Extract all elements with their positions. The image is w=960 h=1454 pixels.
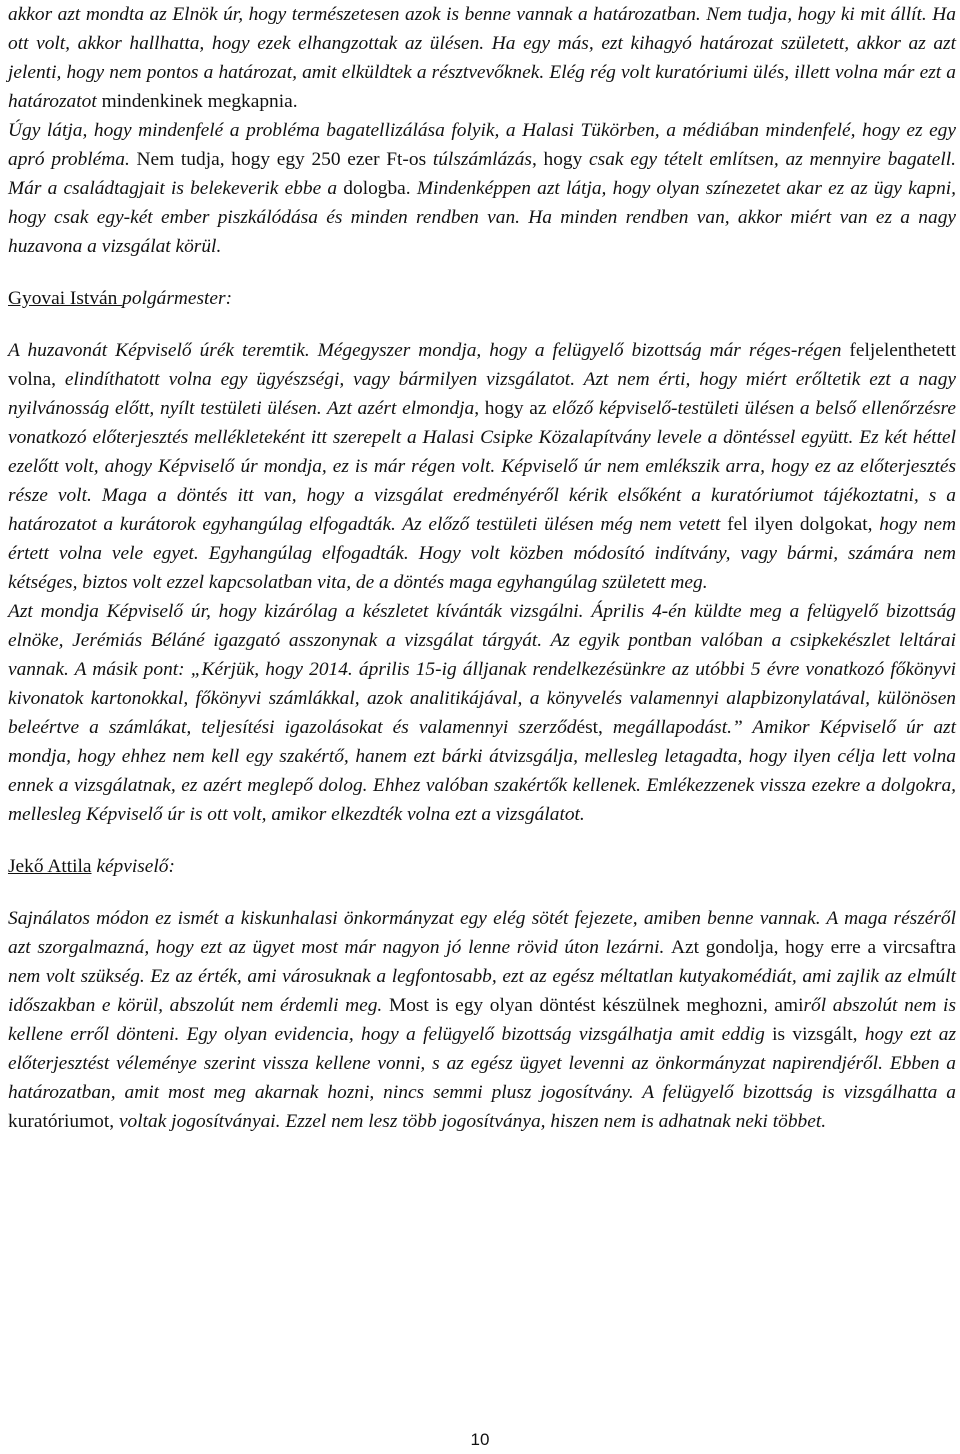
text-run: hogy nem értett volna vele egyet. Egyhangúlag elfogadták. Hogy volt közben módosító indítvány, vagy bármi, számára nem kétséges, biztos volt ezzel kapcsolatban vita, de a döntés maga egyhangúlag született meg. — [8, 514, 956, 593]
text-run: , hogy az — [474, 398, 553, 419]
text-run: is vizsgált, — [772, 1024, 865, 1045]
text-run: Úgy látja, hogy mindenfelé a probléma bagatellizálása folyik, a Halasi Tükörben, a médiában mindenfelé, hogy ez egy apró probléma. — [8, 120, 956, 170]
text-run: Azt gondolja, hogy erre a vircsaftra — [671, 937, 956, 958]
text-run: Azt mondja Képviselő úr, hogy kizárólag a készletet kívánták vizsgálni. Április 4-én küldte meg a felügyelő bizottság elnöke, Jerémiás Béláné igazgató asszonynak a vizsgálat tárgyát. Az egyik pontban valóban a csipkekészlet leltárai vannak. A másik pont: „Kérjük, hogy 2014. április 15-ig álljanak rendelkezésünkre az utóbbi 5 évre vonatkozó főkönyvi kivonatok kartonokkal, főkönyvi számlákkal, azok analitikájával, a könyvelés valamennyi alapbizonylatával, különösen beleértve a számlákat, teljesítési igazolásokat és valamennyi szerződ — [8, 601, 956, 738]
text-run: Mindenképpen azt látja, hogy olyan színezetet akar ez az ügy kapni, hogy csak egy-két ember piszkálódása és minden rendben van. — [8, 178, 957, 228]
text-run: voltak jogosítványai. Ezzel nem lesz több jogosítványa, hiszen nem is adhatnak neki többet. — [118, 1111, 827, 1132]
speaker-name: Gyovai István — [8, 288, 123, 309]
text-run: nem volt szükség. Ez az érték, ami városuknak a legfontosabb, ezt az egész méltatlan kutyakomédiát, ami zajlik az elmúlt időszakban e körül, abszolút nem érdemli meg. — [8, 966, 956, 1016]
text-run: hogy ezt az előterjesztést véleménye szerint vissza kellene vonni, s az egész ügyet levenni az önkormányzat napirendjéről. Ebben a határozatban, amit most meg akarnak hozni, nincs semmi plusz jogosítvány. A felügyelő bizottság is vizsgálhatta a — [8, 1024, 957, 1103]
paragraph-4 — [8, 597, 956, 829]
text-run: , hogy — [531, 149, 590, 170]
text-run: elindíthatott volna egy ügyészségi, vagy bármilyen vizsgálatot. Azt nem érti, hogy miért erőltetik ezt a nagy nyilvánosság előtt, nyílt testületi ülésen. Azt azért elmondja — [8, 369, 956, 419]
speaker-role: képviselő: — [91, 856, 175, 877]
speaker-role: polgármester: — [122, 288, 233, 309]
text-run: előző képviselő-testületi ülésen a belső ellenőrzésre vonatkozó előterjesztés mellékleteként itt szerepelt a Halasi Csipke Közalapítvány levele a döntéssel együtt. Ez két héttel ezelőtt volt, ahogy Képviselő úr mondja, ez is már régen volt. Képviselő úr nem emlékszik arra, hogy ez az előterjesztés része volt. Maga a döntés itt van, hogy a vizsgálat eredményéről kérik elsőként a kuratóriumot tájékoztatni, s a határozatot a kurátorok egyhangúlag elfogadták. Az előző testületi ülésen még nem vetett — [8, 398, 956, 535]
text-run: csak egy tételt említsen, az mennyire bagatell. Már a családtagjait is belekeverik ebbe a — [8, 149, 956, 199]
paragraph-2 — [8, 116, 956, 261]
text-run: ést, — [576, 717, 613, 738]
paragraph-1 — [8, 0, 956, 116]
document-page — [8, 0, 956, 1136]
text-run: Elég rég volt kuratóriumi ülés, illett volna már ezt a határozatot — [8, 62, 956, 112]
text-run: Most is egy olyan döntést készülnek meghozni, ami — [388, 995, 804, 1016]
speaker-heading-representative — [8, 852, 956, 881]
text-run: Ha minden rendben van, akkor miért van ez a nagy huzavona a vizsgálat körül. — [8, 207, 956, 257]
speaker-heading-mayor — [8, 284, 956, 313]
paragraph-3 — [8, 336, 956, 597]
text-run: Nem tudja, hogy egy 250 ezer Ft-os — [136, 149, 433, 170]
text-run: kuratóriumot, — [8, 1111, 119, 1132]
text-run: fel ilyen dolgokat, — [727, 514, 880, 535]
text-run: megállapodást.” Amikor Képviselő úr azt mondja, hogy ehhez nem kell egy szakértő, hanem ezt bárki átvizsgálja, mellesleg letagadta, hogy ilyen célja lett volna ennek a vizsgálatnak, ez azért meglepő dolog. Ehhez valóban szakértők kellenek. Emlékezzenek vissza ezekre a dolgokra, mellesleg Képviselő úr is ott volt, amikor elkezdték volna ezt a vizsgálatot. — [8, 717, 956, 825]
text-run: dologba. — [343, 178, 417, 199]
text-run: feljelenthetett volna, — [8, 340, 956, 390]
paragraph-5 — [8, 904, 956, 1136]
text-run: Sajnálatos módon ez ismét a kiskunhalasi önkormányzat egy elég sötét fejezete, amiben benne vannak. A maga részéről azt szorgalmazná, hogy ezt az ügyet most már nagyon jó lenne rövid úton lezárni. — [8, 908, 956, 958]
speaker-name: Jekő Attila — [8, 856, 92, 877]
text-run: ről abszolút nem is kellene erről dönteni. Egy olyan evidencia, hogy a felügyelő bizottság vizsgálhatja amit eddig — [8, 995, 956, 1045]
page-number: 10 — [470, 1430, 490, 1449]
text-run: A huzavonát Képviselő úrék teremtik. Mégegyszer mondja, hogy a felügyelő bizottság már réges-régen — [8, 340, 850, 361]
text-run: túlszámlázás — [432, 149, 532, 170]
text-run: akkor azt mondta az Elnök úr, hogy természetesen azok is benne vannak a határozatban. Nem tudja, hogy ki mit állít. Ha ott volt, akkor hallhatta, hogy ezek elhangzottak az ülésen. Ha egy más, ezt kihagyó határozat született, akkor az azt jelenti, hogy nem pontos a határozat, amit elküldtek a résztvevőknek. — [8, 4, 956, 83]
text-run: mindenkinek megkapnia. — [101, 91, 298, 112]
